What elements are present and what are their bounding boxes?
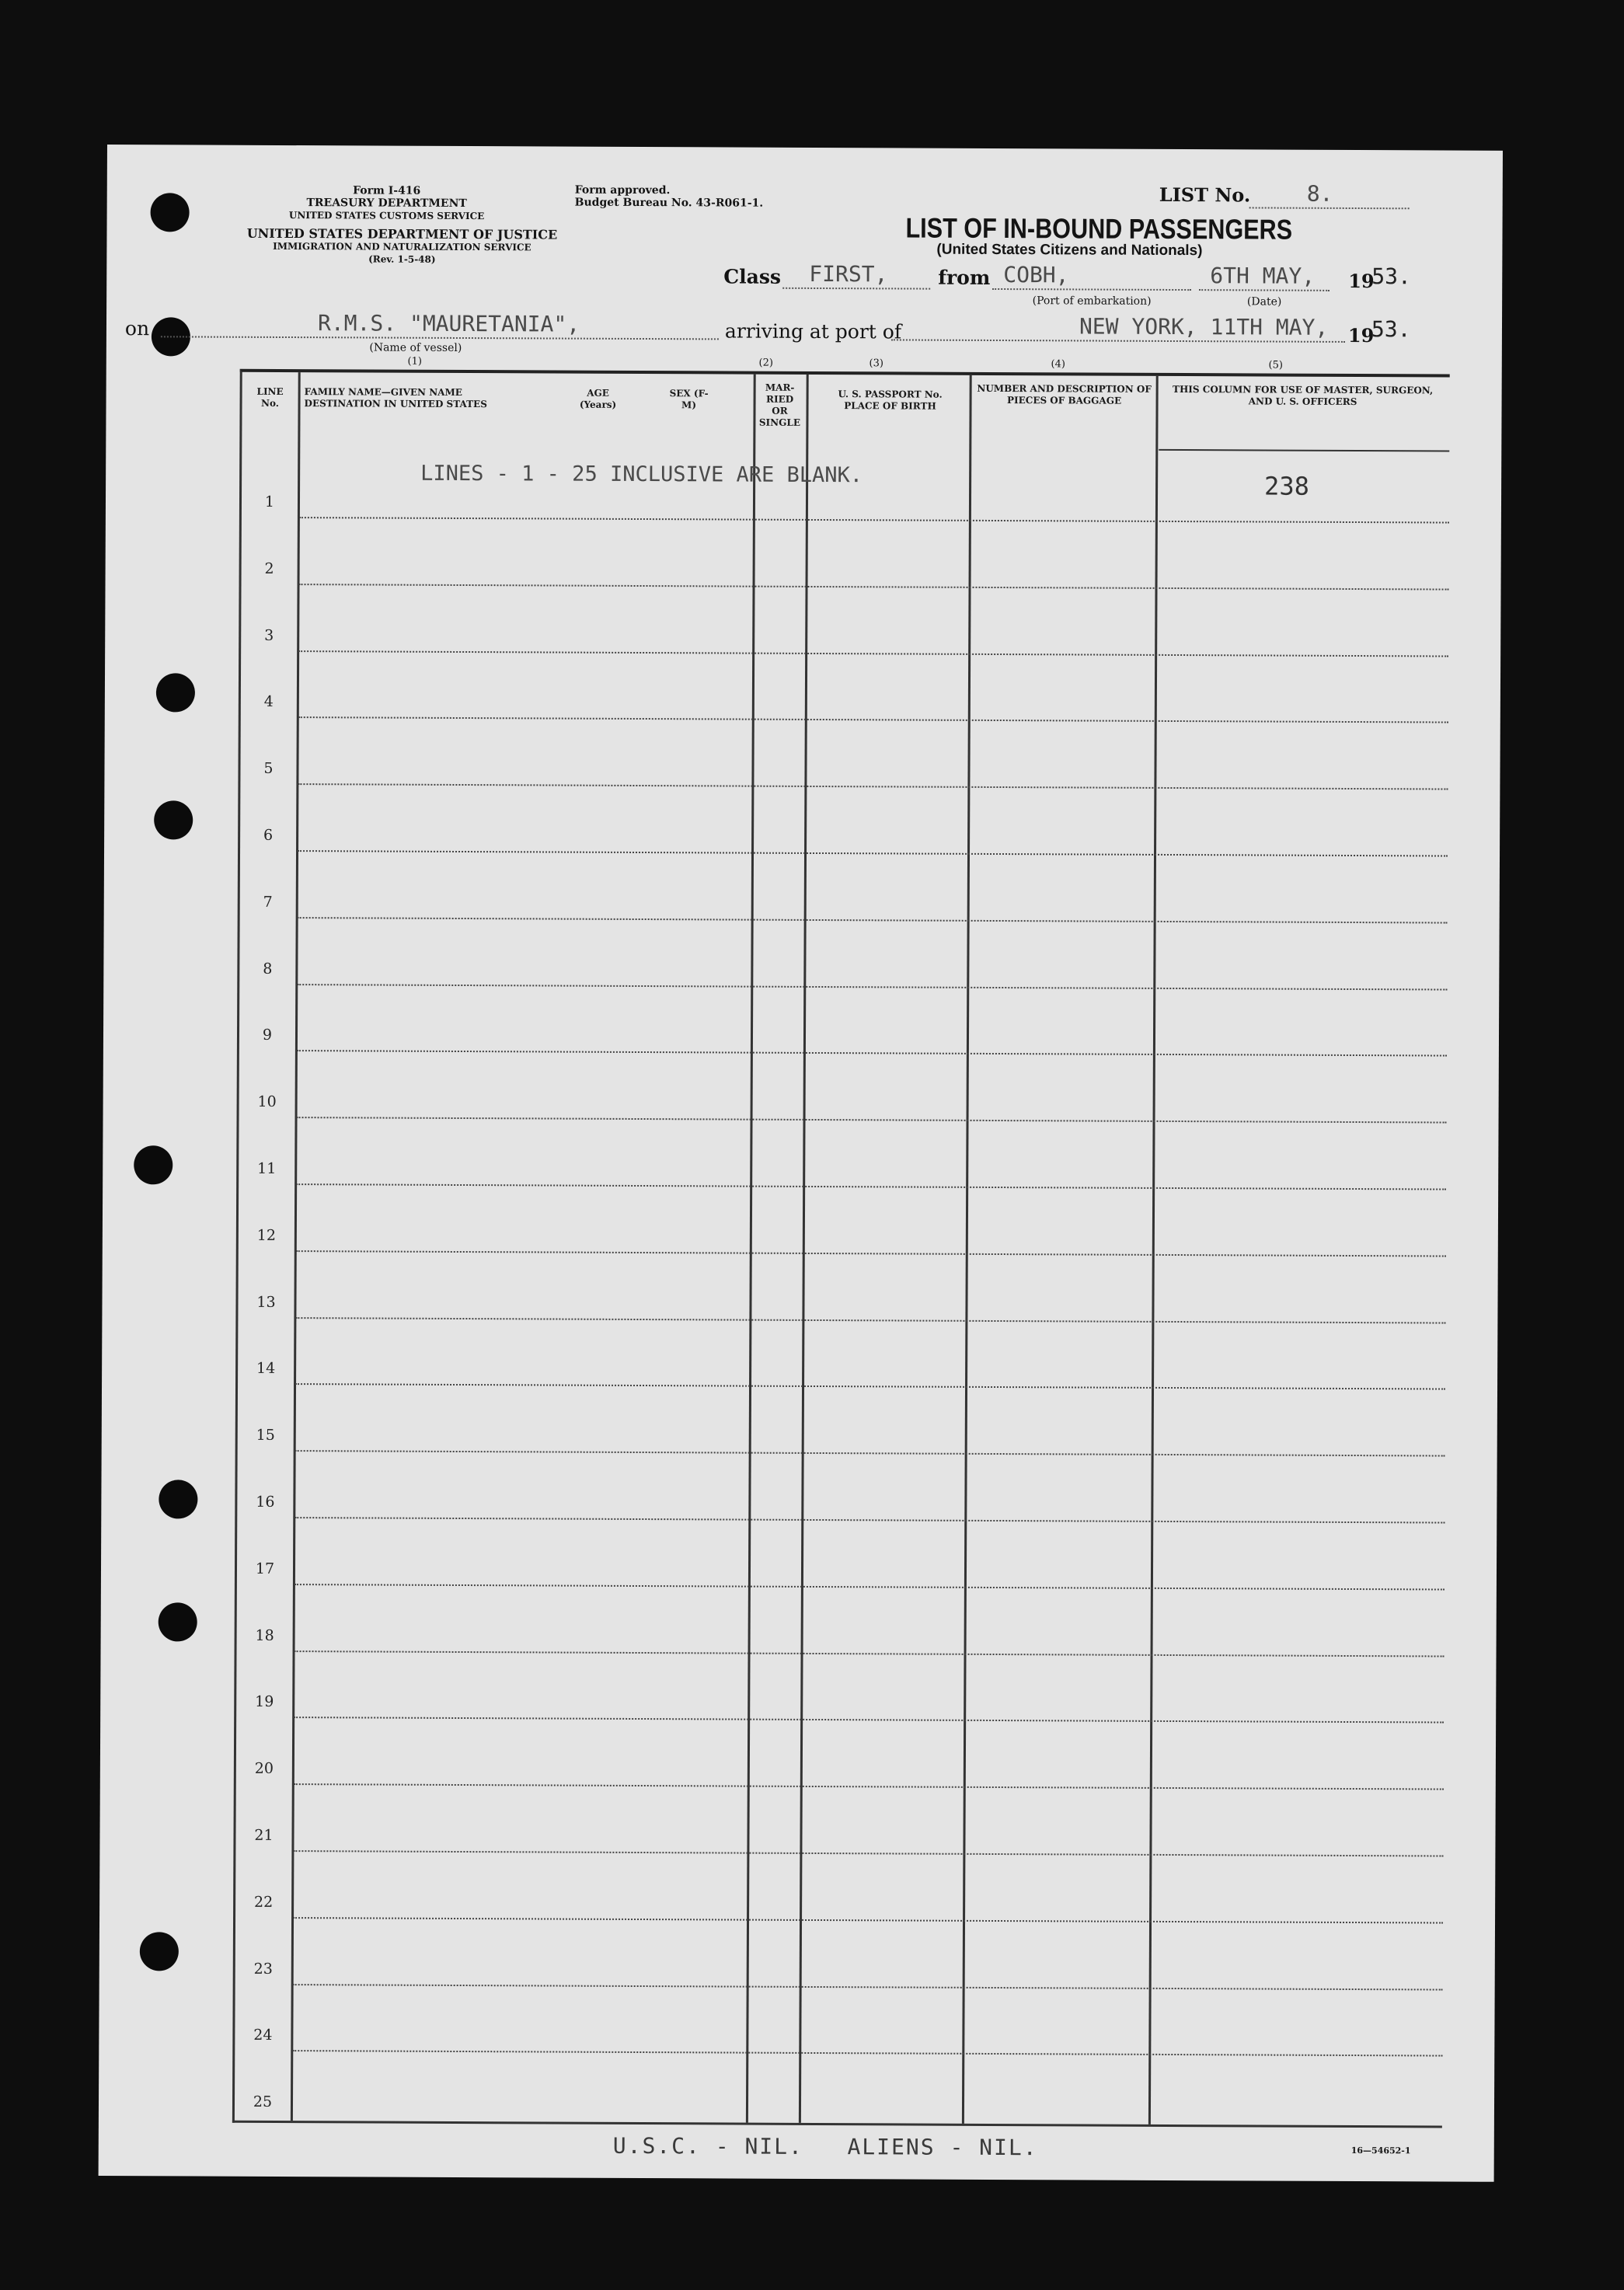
row-dotted-line: [298, 650, 1448, 657]
table-row: [240, 893, 1448, 922]
col5-number: (5): [1268, 359, 1284, 371]
line-number: 12: [256, 1226, 277, 1244]
line-number: 21: [254, 1826, 274, 1844]
vessel-value: R.M.S. "MAURETANIA",: [317, 310, 580, 337]
row-dotted-line: [297, 984, 1447, 990]
punch-hole: [156, 673, 195, 712]
col4-number: (4): [1051, 358, 1066, 371]
arriving-label: arriving at port of: [724, 319, 902, 343]
table-row: [235, 2093, 1442, 2122]
table-row: [239, 1093, 1447, 1122]
list-no-label: LIST No.: [1159, 183, 1251, 207]
table-row: [237, 1626, 1445, 1655]
table-row: [238, 1360, 1445, 1389]
line-number: 8: [263, 960, 273, 978]
line-number: 1: [264, 493, 275, 511]
punch-hole: [154, 800, 193, 839]
header-sex: SEX (F-M): [669, 388, 709, 411]
line-number: 18: [255, 1626, 274, 1644]
row-dotted-line: [297, 1050, 1447, 1056]
arrival-year-value: 53.: [1371, 316, 1411, 343]
line-number: 5: [263, 760, 274, 778]
line-number: 14: [256, 1360, 276, 1378]
table-row: [239, 1026, 1447, 1055]
budget-bureau: Budget Bureau No. 43-R061-1.: [574, 196, 764, 210]
row-dotted-line: [295, 1317, 1445, 1323]
passenger-table: [232, 369, 1450, 2128]
form-approved: Form approved.: [574, 183, 671, 197]
row-dotted-line: [294, 1584, 1445, 1590]
treasury-dept: TREASURY DEPARTMENT: [306, 197, 467, 211]
row-dotted-line: [296, 1183, 1446, 1190]
table-row: [235, 2027, 1442, 2055]
row-dotted-line: [295, 1450, 1445, 1456]
line-number: 15: [256, 1427, 275, 1445]
line-number: 9: [262, 1026, 273, 1044]
header-name: FAMILY NAME—GIVEN NAME DESTINATION IN UNITED STATES: [304, 386, 487, 410]
header-passport: U. S. PASSPORT No. PLACE OF BIRTH: [838, 389, 943, 412]
line-number: 3: [264, 626, 274, 644]
punch-hole: [134, 1145, 173, 1184]
line-number: 11: [257, 1159, 277, 1177]
line-number: 23: [253, 1960, 273, 1978]
form-number: Form I-416: [353, 184, 421, 197]
ins-service: IMMIGRATION AND NATURALIZATION SERVICE: [273, 240, 531, 253]
manifest-page: [99, 145, 1503, 2182]
row-dotted-line: [294, 1717, 1444, 1723]
table-row: [235, 1960, 1443, 1989]
table-row: [240, 826, 1448, 856]
row-dotted-line: [298, 716, 1448, 723]
line-number: 7: [263, 893, 273, 911]
line-number: 16: [256, 1493, 275, 1511]
row-dotted-line: [292, 2050, 1442, 2056]
arrival-value: NEW YORK, 11TH MAY,: [1079, 313, 1329, 340]
line-number: 10: [257, 1093, 277, 1111]
col3-number: (3): [869, 357, 884, 370]
col-divider: [799, 375, 809, 2123]
list-no-line: [1249, 207, 1410, 209]
port-line: [992, 288, 1191, 291]
table-row: [241, 693, 1448, 722]
table-row: [238, 1427, 1445, 1455]
row-dotted-line: [296, 1250, 1446, 1257]
date-caption: (Date): [1246, 295, 1282, 308]
class-label: Class: [723, 265, 782, 288]
table-row: [239, 960, 1447, 988]
row-dotted-line: [298, 917, 1448, 923]
on-label: on: [124, 317, 150, 340]
col-divider: [291, 372, 301, 2121]
line-number: 25: [253, 2093, 273, 2111]
punch-hole: [159, 1480, 197, 1518]
vessel-caption: (Name of vessel): [369, 341, 462, 354]
line-number: 2: [264, 559, 274, 577]
row-dotted-line: [294, 1783, 1444, 1790]
col2-number: (2): [758, 357, 774, 369]
row-dotted-line: [295, 1383, 1445, 1389]
date-line: [1199, 289, 1330, 291]
table-row: [237, 1493, 1445, 1522]
line-number: 4: [263, 693, 274, 711]
row-dotted-line: [293, 1917, 1443, 1923]
header-age: AGE (Years): [579, 387, 617, 410]
port-caption: (Port of embarkation): [1032, 295, 1152, 308]
row-dotted-line: [298, 850, 1448, 856]
col-divider: [1148, 376, 1159, 2124]
row-dotted-line: [294, 1517, 1445, 1523]
blank-lines-note: LINES - 1 - 25 INCLUSIVE ARE BLANK.: [420, 461, 863, 488]
list-no-value: 8.: [1306, 180, 1333, 207]
header-line-no: LINE No.: [256, 385, 284, 409]
line-number: 24: [253, 2027, 273, 2044]
page-subtitle: (United States Citizens and Nationals): [936, 241, 1203, 260]
punch-hole: [159, 1602, 197, 1641]
class-line: [782, 288, 930, 290]
row-dotted-line: [294, 1650, 1445, 1657]
col1-number: (1): [407, 355, 423, 368]
col-divider: [962, 375, 972, 2124]
class-value: FIRST,: [809, 260, 888, 288]
justice-dept: UNITED STATES DEPARTMENT OF JUSTICE: [246, 225, 558, 242]
table-row: [237, 1560, 1445, 1589]
table-row: [241, 626, 1448, 655]
line-number: 13: [256, 1293, 276, 1311]
row-dotted-line: [297, 1117, 1447, 1123]
header-underline: [1159, 449, 1449, 452]
row-dotted-line: [293, 1984, 1443, 1990]
date-value: 6TH MAY,: [1210, 263, 1316, 289]
port-value: COBH,: [1003, 262, 1069, 288]
table-row: [235, 1826, 1443, 1856]
arrival-year-prefix: 19: [1347, 323, 1375, 347]
header-married: MAR- RIED OR SINGLE: [758, 382, 801, 428]
header-officers: THIS COLUMN FOR USE OF MASTER, SURGEON, AND U. S. OFFICERS: [1173, 383, 1434, 408]
row-dotted-line: [299, 584, 1449, 590]
row-dotted-line: [298, 783, 1448, 789]
row-dotted-line: [293, 1850, 1443, 1856]
line-number: 22: [253, 1893, 274, 1911]
footer-note: U.S.C. - NIL. ALIENS - NIL.: [612, 2132, 1038, 2161]
table-row: [236, 1693, 1444, 1722]
row-dotted-line: [299, 517, 1449, 523]
line-number: 19: [255, 1693, 274, 1711]
punch-hole: [140, 1932, 179, 1971]
table-row: [242, 493, 1449, 522]
table-row: [242, 559, 1449, 589]
stamp-number: 238: [1264, 471, 1309, 501]
print-code: 16—54652-1: [1350, 2145, 1411, 2156]
col-divider: [746, 375, 756, 2123]
page-title: LIST OF IN-BOUND PASSENGERS: [905, 211, 1293, 246]
table-row: [235, 1893, 1443, 1922]
year-value: 53.: [1371, 263, 1411, 290]
table-row: [236, 1760, 1444, 1789]
table-row: [238, 1293, 1445, 1322]
table-row: [239, 1159, 1446, 1189]
customs-service: UNITED STATES CUSTOMS SERVICE: [288, 210, 485, 222]
table-row: [239, 1226, 1446, 1256]
vessel-line: [161, 336, 719, 340]
line-number: 20: [254, 1760, 274, 1778]
year-prefix: 19: [1348, 269, 1375, 293]
line-number: 17: [255, 1560, 275, 1577]
from-label: from: [938, 266, 991, 289]
table-row: [240, 760, 1448, 789]
line-number: 6: [263, 826, 274, 844]
revision: (Rev. 1-5-48): [368, 253, 436, 265]
punch-hole: [151, 193, 190, 232]
header-baggage: NUMBER AND DESCRIPTION OF PIECES OF BAGGAGE: [977, 382, 1152, 406]
